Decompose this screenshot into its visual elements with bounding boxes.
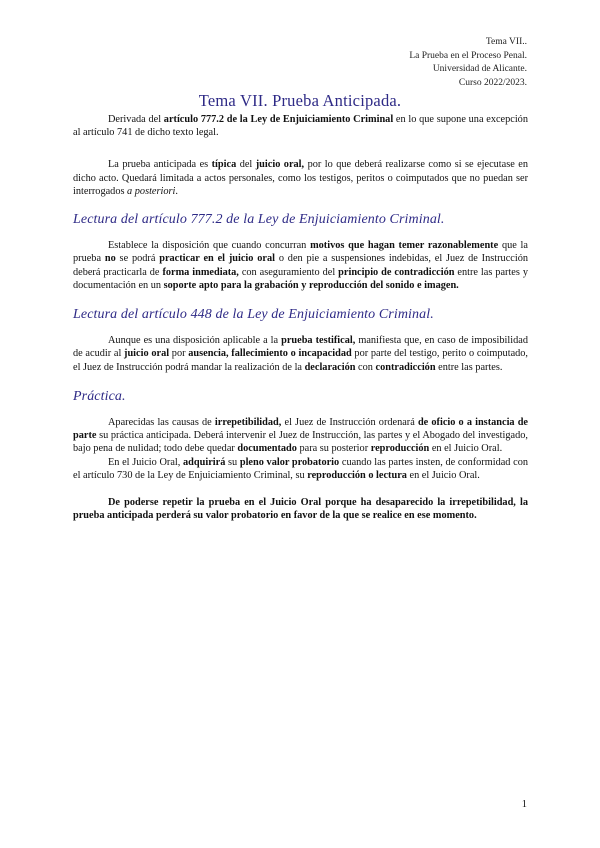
bold-text-run: típica xyxy=(211,159,237,171)
text-run: Aparecidas las causas de xyxy=(108,417,215,429)
bold-text-run: motivos que hagan temer razonablemente xyxy=(310,240,499,252)
bold-text-run: practicar en el juicio oral xyxy=(159,253,275,265)
intro-paragraph-2 xyxy=(73,158,528,198)
bold-text-run: de oficio o a instancia de parte xyxy=(73,417,529,442)
text-run: entre las partes y documentación en un xyxy=(73,266,528,291)
page-number: 1 xyxy=(521,799,527,810)
text-run: que la prueba xyxy=(73,240,528,265)
bold-text-run: soporte apto para la grabación y reproducción del sonido e imagen. xyxy=(163,279,459,291)
text-run: para su posterior xyxy=(296,443,371,455)
text-run: en lo que supone una excepción al artículo 741 de dicho texto legal. xyxy=(73,114,528,139)
bold-text-run: juicio oral, xyxy=(255,159,305,171)
bold-text-run: artículo 777.2 de la Ley de Enjuiciamiento Criminal xyxy=(163,114,394,125)
document-body xyxy=(73,113,528,522)
section1-paragraph xyxy=(73,239,528,292)
text-run: cuando las partes insten, de conformidad con el artículo 730 de la Ley de Enjuiciamiento Criminal, su xyxy=(73,456,528,481)
text-run: con aseguramiento del xyxy=(238,266,339,278)
header-line-course-unit: La Prueba en el Proceso Penal. xyxy=(409,50,527,61)
text-run: el Juez de Instrucción ordenará xyxy=(281,417,418,429)
text-run: su práctica anticipada. Deberá intervenir el Juez de Instrucción, las partes y el Abogado del investigado, bajo pena de nulidad; todo debe quedar xyxy=(73,430,528,455)
text-run: Aunque es una disposición aplicable a la xyxy=(108,335,282,347)
bold-text-run: principio de contradicción xyxy=(338,266,455,278)
italic-text-run: a posteriori xyxy=(127,185,176,197)
page-title: Tema VII. Prueba Anticipada. xyxy=(198,91,402,110)
text-run: . xyxy=(175,185,178,197)
text-run: En el Juicio Oral, xyxy=(108,456,183,468)
section2-paragraph xyxy=(73,334,528,374)
section3-conclusion: De poderse repetir la prueba en el Juicio Oral porque ha desaparecido la irrepetibilidad, la prueba anticipada perderá su valor probatorio en favor de la que se realice en ese momento. xyxy=(73,497,528,522)
bold-text-run: irrepetibilidad, xyxy=(214,417,282,429)
bold-text-run: juicio oral xyxy=(124,348,170,360)
bold-text-run: contradicción xyxy=(375,361,436,373)
text-run: por lo que deberá realizarse como si se ejecutase en dicho acto. Quedará limitada a actos personales, como los testigos, peritos o coimputados que no puedan ser interrogados xyxy=(73,159,529,197)
text-run: en el Juicio Oral. xyxy=(429,443,503,455)
text-run: Establece la disposición que cuando concurran xyxy=(108,240,311,252)
intro-paragraph-1 xyxy=(73,113,528,139)
bold-text-run: declaración xyxy=(304,361,356,373)
bold-text-run: prueba testifical, xyxy=(281,335,356,347)
section-heading-article-448: Lectura del artículo 448 de la Ley de Enjuiciamiento Criminal. xyxy=(73,307,434,323)
section3-paragraph-2 xyxy=(73,456,528,482)
header-line-topic: Tema VII.. xyxy=(485,37,527,47)
bold-text-run: documentado xyxy=(237,443,297,455)
text-run: manifiesta que, en caso de imposibilidad de acudir al xyxy=(73,335,529,360)
text-run: por parte del testigo, perito o coimputado, el Juez de Instrucción podrá mandar la realización de la xyxy=(73,348,529,373)
text-run: La prueba anticipada es xyxy=(108,159,212,171)
text-run: su xyxy=(225,456,240,468)
text-run: se podrá xyxy=(115,253,160,265)
text-run: con xyxy=(355,361,376,373)
bold-text-run: forma inmediata, xyxy=(162,266,239,278)
text-run: en el Juicio Oral. xyxy=(406,469,480,481)
section-heading-article-777-2: Lectura del artículo 777.2 de la Ley de Enjuiciamiento Criminal. xyxy=(73,212,445,228)
bold-text-run: no xyxy=(104,253,116,265)
bold-text-run: ausencia, fallecimiento o incapacidad xyxy=(188,348,352,360)
text-run: o den pie a suspensiones indebidas, el Juez de Instrucción deberá practicarla de xyxy=(73,253,528,278)
bold-text-run: reproducción o lectura xyxy=(307,469,407,481)
bold-text-run: adquirirá xyxy=(183,456,226,468)
section3-paragraph-1 xyxy=(73,416,528,456)
text-run: entre las partes. xyxy=(435,361,503,373)
section-heading-practice: Práctica. xyxy=(73,388,126,404)
page-header xyxy=(409,36,527,90)
text-run: por xyxy=(169,348,189,360)
bold-text-run: pleno valor probatorio xyxy=(239,456,340,468)
header-line-university: Universidad de Alicante. xyxy=(432,64,527,74)
text-run: Derivada del xyxy=(108,114,164,125)
bold-text-run: reproducción xyxy=(370,443,430,455)
text-run: del xyxy=(236,159,256,171)
header-line-academic-year: Curso 2022/2023. xyxy=(458,77,527,88)
